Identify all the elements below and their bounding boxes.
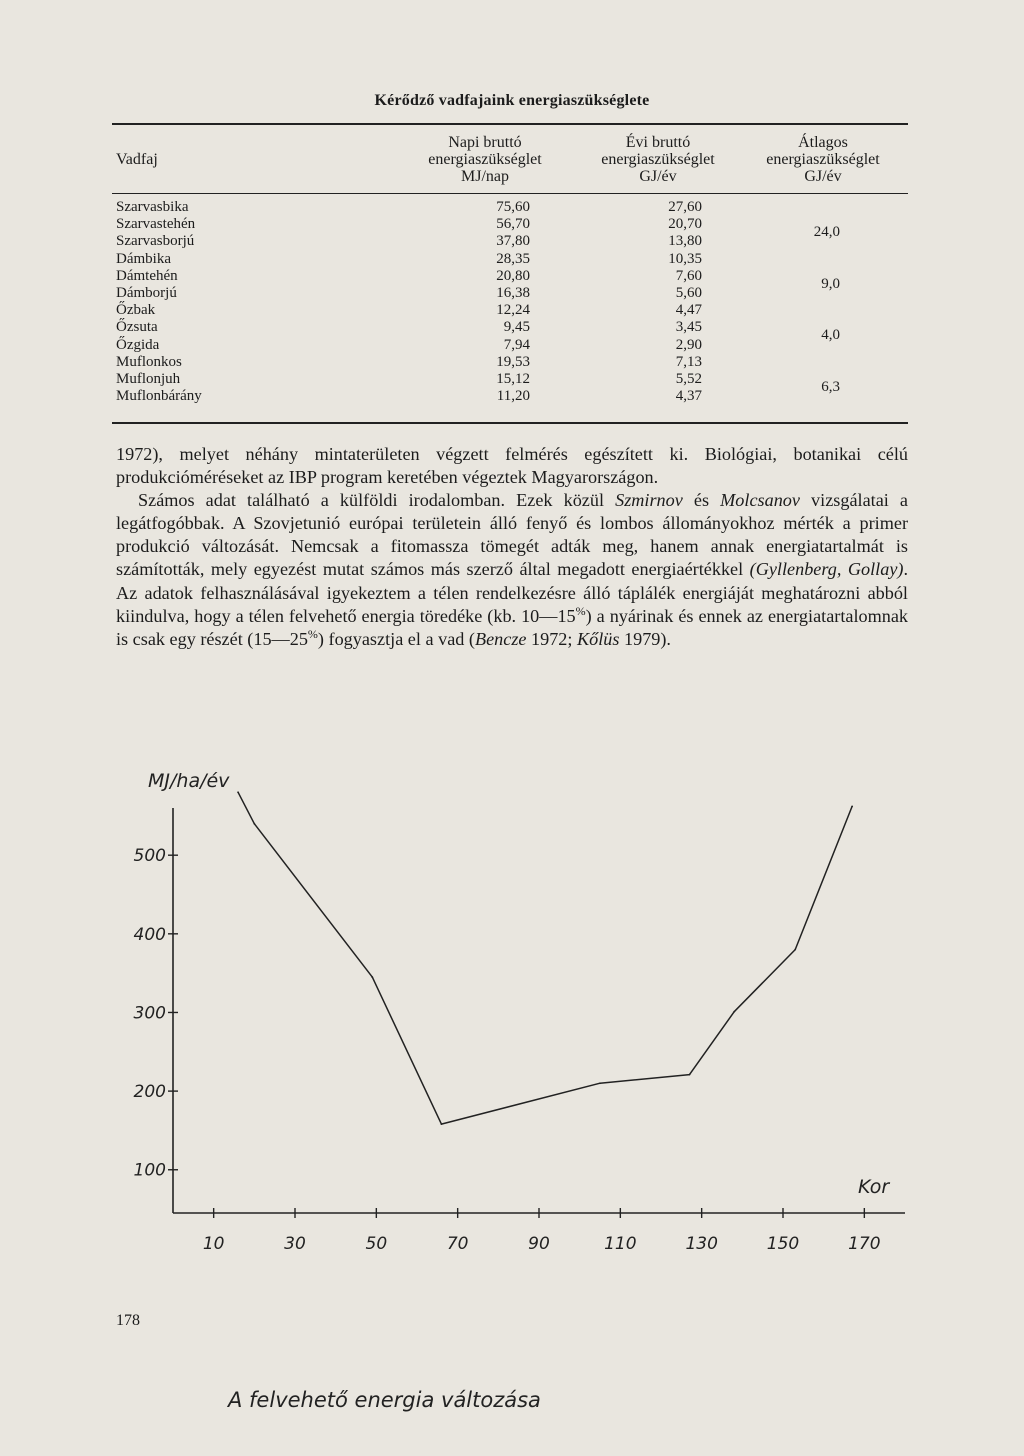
napi-cell: 11,20 bbox=[496, 388, 530, 405]
evi-cell: 7,60 bbox=[675, 267, 702, 284]
napi-cell: 75,60 bbox=[496, 199, 530, 215]
napi-cell: 15,12 bbox=[496, 371, 530, 387]
species-cell: Szarvasbika bbox=[116, 199, 189, 215]
napi-cell: 7,94 bbox=[503, 336, 530, 353]
data-point bbox=[794, 949, 796, 951]
napi-cell: 16,38 bbox=[496, 285, 530, 301]
species-cell: Őzbak bbox=[116, 302, 156, 319]
species-cell: Dámtehén bbox=[116, 267, 178, 284]
y-tick-label: 200 bbox=[133, 1082, 166, 1103]
species-cell: Szarvastehén bbox=[116, 216, 196, 233]
x-axis-label: Kor bbox=[858, 1176, 890, 1198]
evi-cell: 4,37 bbox=[675, 388, 702, 405]
species-cell: Dámborjú bbox=[116, 285, 177, 301]
chart-ticks bbox=[134, 846, 881, 1254]
y-tick-label: 100 bbox=[133, 1160, 166, 1181]
napi-cell: 12,24 bbox=[496, 302, 530, 319]
x-tick-label: 30 bbox=[284, 1234, 306, 1254]
data-point bbox=[253, 823, 255, 825]
species-cell: Dámbika bbox=[116, 250, 171, 267]
data-point bbox=[599, 1082, 601, 1084]
evi-cell: 7,13 bbox=[675, 353, 702, 370]
evi-cell: 27,60 bbox=[668, 199, 702, 215]
paragraph-1: 1972), melyet néhány mintaterületen végzett felmérés egészített ki. Biológiai, botanikai célú produkcióméréseket az IBP program keretében végeztek Magyarországon. bbox=[116, 444, 908, 488]
chart-series bbox=[237, 791, 853, 1125]
x-tick-label: 10 bbox=[202, 1234, 225, 1254]
species-cell: Szarvasborjú bbox=[116, 233, 195, 250]
average-cell: 24,0 bbox=[813, 224, 840, 241]
x-tick-label: 50 bbox=[365, 1234, 388, 1254]
header-atlagos: Átlagos energiaszükséglet GJ/év bbox=[766, 134, 880, 185]
average-cell: 4,0 bbox=[821, 327, 840, 344]
data-point bbox=[851, 806, 853, 808]
napi-cell: 37,80 bbox=[496, 233, 530, 250]
napi-cell: 28,35 bbox=[496, 250, 530, 267]
species-cell: Őzgida bbox=[116, 336, 160, 353]
species-cell: Muflonbárány bbox=[116, 388, 202, 405]
chart-axes bbox=[173, 808, 905, 1213]
species-cell: Őzsuta bbox=[116, 319, 158, 336]
header-evi-brutto: Évi bruttó energiaszükséglet GJ/év bbox=[601, 134, 715, 185]
header-vadfaj: Vadfaj bbox=[116, 151, 158, 168]
table-title: Kérődző vadfajaink energiaszükséglete bbox=[374, 92, 650, 109]
page-number: 178 bbox=[116, 1312, 140, 1329]
napi-cell: 20,80 bbox=[496, 267, 530, 284]
napi-cell: 9,45 bbox=[503, 319, 530, 336]
y-tick-label: 400 bbox=[133, 924, 166, 945]
species-cell: Muflonjuh bbox=[116, 371, 181, 387]
y-tick-label: 500 bbox=[133, 846, 166, 867]
evi-cell: 13,80 bbox=[668, 233, 702, 250]
evi-cell: 2,90 bbox=[675, 336, 702, 353]
data-point bbox=[733, 1011, 735, 1013]
x-tick-label: 70 bbox=[446, 1234, 469, 1254]
evi-cell: 3,45 bbox=[675, 319, 702, 336]
chart-caption: A felvehető energia változása bbox=[228, 1388, 541, 1412]
series-line bbox=[238, 792, 852, 1124]
napi-cell: 56,70 bbox=[496, 216, 530, 233]
napi-cell: 19,53 bbox=[496, 353, 530, 370]
paragraph-2: Számos adat található a külföldi irodalomban. Ezek közül Szmirnov és Molcsanov vizsgálatai a legátfogóbbak. A Szovjetunió európai területein álló fenyő és lombos állományokhoz mérték a primer produkció változását. Nemcsak a fitomassza tömegét adták meg, hanem annak energiatartalmát is számították, mely egyezést mutat számos más szerző által megadott energiaértékkel (Gyllenberg, Gollay). Az adatok felhasználásával igyekeztem a télen rendelkezésre álló táplálék energiáját meghatározni abból kiindulva, hogy a télen felvehető energia töredéke (kb. 10—15%) a nyárinak és ennek az energiatartalomnak is csak egy részét (15—25%) fogyasztja el a vad (Bencze 1972; Kőlüs 1979). bbox=[116, 490, 909, 649]
header-napi-brutto: Napi bruttó energiaszükséglet MJ/nap bbox=[428, 134, 542, 185]
data-point bbox=[441, 1123, 443, 1125]
y-tick-label: 300 bbox=[133, 1003, 166, 1024]
average-cell: 6,3 bbox=[821, 379, 840, 395]
x-tick-label: 130 bbox=[685, 1234, 718, 1254]
y-axis-label: MJ/ha/év bbox=[148, 770, 230, 792]
species-cell: Muflonkos bbox=[116, 353, 182, 370]
evi-cell: 5,52 bbox=[675, 371, 702, 387]
x-tick-label: 170 bbox=[848, 1234, 881, 1254]
x-tick-label: 110 bbox=[604, 1234, 637, 1254]
average-cell: 9,0 bbox=[821, 275, 840, 292]
data-point bbox=[689, 1074, 691, 1076]
data-point bbox=[237, 791, 239, 793]
x-tick-label: 150 bbox=[766, 1234, 800, 1254]
evi-cell: 5,60 bbox=[675, 285, 702, 301]
evi-cell: 20,70 bbox=[668, 216, 702, 233]
x-tick-label: 90 bbox=[528, 1234, 550, 1254]
evi-cell: 4,47 bbox=[675, 302, 702, 319]
evi-cell: 10,35 bbox=[668, 250, 702, 267]
data-point bbox=[371, 976, 373, 978]
